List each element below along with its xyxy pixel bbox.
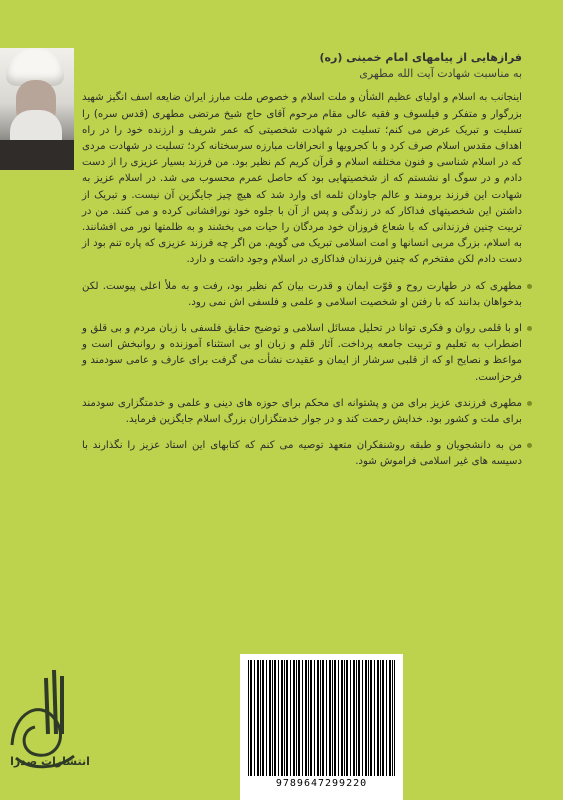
quotes-text-block (82, 50, 522, 481)
quote-paragraph-4-text: مطهری فرزندی عزیز برای من و پشتوانه ای محکم برای حوزه های دینی و علمی و خدمتگزاری سودمند برای ملت و کشور بود. خدایش رحمت کند و در جوار خدمتگزاران بزرگ اسلام جایگزین فرماید. (82, 397, 522, 426)
barcode-number: 9789647299220 (275, 778, 368, 789)
heading-line-2: به مناسبت شهادت آیت الله مطهری (359, 67, 522, 81)
bullet-icon (527, 284, 532, 289)
author-portrait (0, 48, 74, 170)
quote-paragraph-2 (82, 279, 522, 311)
isbn-barcode (240, 654, 403, 800)
quote-paragraph-4 (82, 396, 522, 428)
heading-line-1: فرازهایی از پیامهای امام خمینی (ره) (319, 51, 522, 64)
bullet-icon (527, 401, 532, 406)
robe-shape (0, 140, 74, 170)
quote-paragraph-2-text: مطهری که در طهارت روح و قوّت ایمان و قدرت بیان کم نظیر بود، رفت و به ملأ اعلی پیوست. لکن بدخواهان بدانند که با رفتن او شخصیت اسلامی و علمی و فلسفی اش نمی رود. (82, 280, 522, 308)
publisher-name: انتشارات صدرا (10, 755, 90, 768)
quote-paragraph-5 (82, 438, 522, 470)
barcode-bars (248, 660, 395, 776)
quote-paragraph-1: اینجانب به اسلام و اولیای عظیم الشأن و ملت اسلام و خصوص ملت مبارز ایران ضایعه اسف انگیز شهید بزرگوار و متفکر و فیلسوف و فقیه عالی مقام مرحوم آقای حاج شیخ مرتضی مطهری (قدس سره) را تسلیت و تبریک عرض می کنم؛ تسلیت در شهادت شخصیتی که عمر شریف و ارزنده خود را در راه اهداف مقدس اسلام صرف کرد و با کجرویها و انحرافات مبارزه سرسختانه کرد؛ تسلیت در شهادت مردی که در اسلام شناسی و فنون مختلفه اسلام و قرآن کریم کم نظیر بود. من فرزند بسیار عزیزی را از دست دادم و در سوگ او نشستم که از شخصیتهایی بود که حاصل عمرم محسوب می شد. در اسلام عزیز به شهادت این فرزند برومند و عالم جاودان ثلمه ای وارد شد که هیچ چیز جایگزین آن نیست. و تبریک از داشتن این شخصیتهای فداکار که در زندگی و پس از آن با جلوه خود نورافشانی کرده و می کنند. من در تربیت چنین فرزندانی که با شعاع فروزان خود مردگان را حیات می بخشند و به ظلمتها نور می افشانند. به اسلام، بزرگ مربی انسانها و امت اسلامی تبریک می گویم. من اگر چه فرزند عزیزی که پاره تنم بود از دست دادم لکن مفتخرم که چنین فرزندان فداکاری در اسلام وجود داشت و دارد. (82, 92, 522, 266)
quote-paragraph-3-text: او با قلمی روان و فکری توانا در تحلیل مسائل اسلامی و توضیح حقایق فلسفی با زبان مردم و بی قلق و اضطراب به تعلیم و تربیت جامعه پرداخت. آثار قلم و زبان او بی استثناء آموزنده و روانبخش است و مواعظ و نصایح او که از قلبی سرشار از ایمان و عقیدت نشأت می گرفت برای عارف و عامی سودمند و فرحزاست. (82, 323, 522, 383)
quote-paragraph-3 (82, 321, 522, 386)
quote-paragraph-5-text: من به دانشجویان و طبقه روشنفکران متعهد توصیه می کنم که کتابهای این استاد عزیز را نگذارند با دسیسه های غیر اسلامی فراموش شود. (82, 440, 522, 468)
publisher-logo (2, 660, 84, 790)
